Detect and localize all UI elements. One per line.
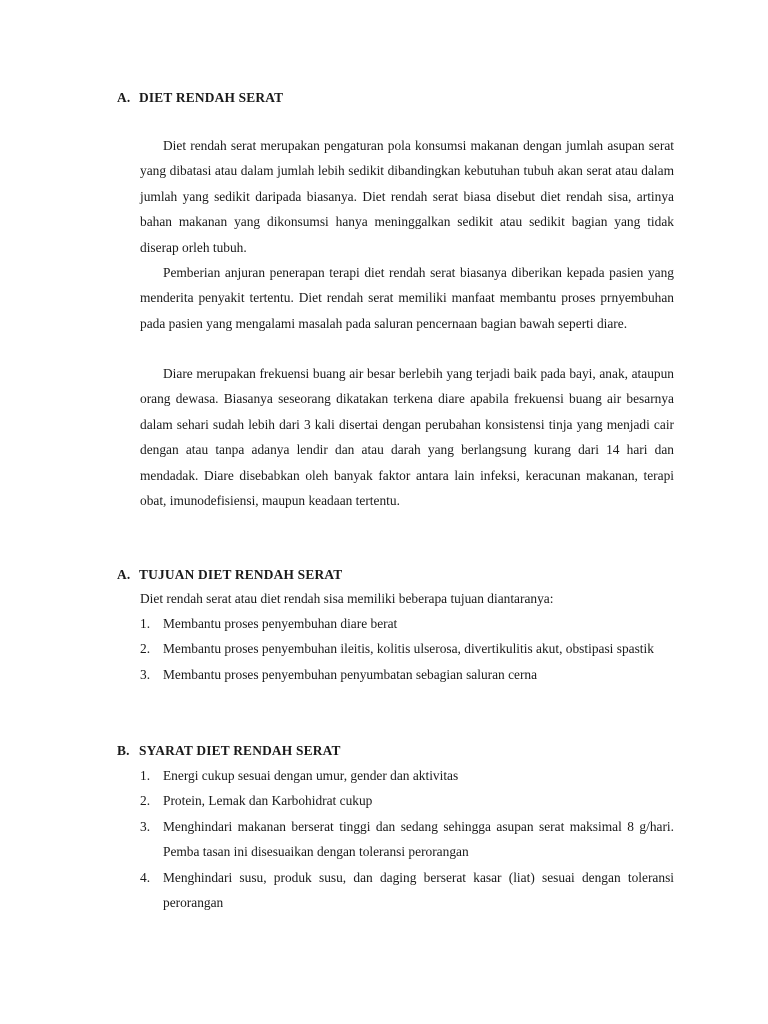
list-item	[140, 611, 674, 636]
list-number: 1.	[140, 616, 151, 631]
list-item	[140, 865, 674, 916]
section-letter: A.	[117, 567, 131, 582]
section-heading-tujuan	[117, 567, 342, 583]
section-title: SYARAT DIET RENDAH SERAT	[139, 743, 341, 758]
list-text: Protein, Lemak dan Karbohidrat cukup	[163, 793, 373, 809]
list-number: 3.	[140, 818, 151, 834]
list-item	[140, 636, 674, 661]
list-text: Membantu proses penyembuhan diare berat	[163, 616, 398, 631]
paragraph-definition: Diet rendah serat merupakan pengaturan pola konsumsi makanan dengan jumlah asupan serat yang dibatasi atau dalam jumlah lebih sedikit dibandingkan kebutuhan tubuh akan serat atau dalam jumlah yang sedikit daripada biasanya. Diet rendah serat biasa disebut diet rendah sisa, artinya bahan makanan yang dikonsumsi hanya meninggalkan sedikit atau sedikit bagian yang tidak diserap orleh tubuh.	[140, 138, 674, 255]
section-letter: A.	[117, 90, 131, 105]
paragraph-diare: Diare merupakan frekuensi buang air besar berlebih yang terjadi baik pada bayi, anak, ataupun orang dewasa. Biasanya seseorang dikatakan terkena diare apabila frekuensi buang air besarnya dalam sehari sudah lebih dari 3 kali disertai dengan perubahan konsistensi tinja yang menjadi cair dengan atau tanpa adanya lendir dan atau darah yang berlangsung kurang dari 14 hari dan mendadak. Diare disebabkan oleh banyak faktor antara lain infeksi, keracunan makanan, terapi obat, imunodefisiensi, maupun keadaan tertentu.	[140, 366, 674, 509]
tujuan-list	[140, 611, 674, 687]
list-text: Energi cukup sesuai dengan umur, gender dan aktivitas	[163, 768, 459, 783]
list-text: Menghindari makanan berserat tinggi dan sedang sehingga asupan serat maksimal 8 g/hari. Pemba tasan ini disesuaikan dengan toleransi perorangan	[163, 818, 674, 860]
list-number: 2.	[140, 793, 151, 809]
section-heading-syarat	[117, 743, 341, 759]
tujuan-intro: Diet rendah serat atau diet rendah sisa memiliki beberapa tujuan diantaranya:	[140, 591, 554, 606]
list-number: 4.	[140, 869, 151, 885]
list-text: Menghindari susu, produk susu, dan daging berserat kasar (liat) sesuai dengan toleransi perorangan	[163, 869, 674, 911]
list-text: Membantu proses penyembuhan penyumbatan sebagian saluran cerna	[163, 666, 538, 682]
list-item	[140, 662, 674, 687]
list-number: 2.	[140, 641, 151, 657]
list-text: Membantu proses penyembuhan ileitis, kolitis ulserosa, divertikulitis akut, obstipasi spastik	[163, 641, 654, 657]
list-item	[140, 763, 674, 788]
list-number: 3.	[140, 666, 151, 682]
syarat-list	[140, 763, 674, 915]
section-title: TUJUAN DIET RENDAH SERAT	[139, 567, 343, 582]
section-heading-diet-rendah-serat	[117, 90, 283, 106]
paragraph-indication: Pemberian anjuran penerapan terapi diet rendah serat biasanya diberikan kepada pasien yang menderita penyakit tertentu. Diet rendah serat memiliki manfaat membantu proses prnyembuhan pada pasien yang mengalami masalah pada saluran pencernaan bagian bawah seperti diare.	[140, 265, 674, 331]
section-title: DIET RENDAH SERAT	[139, 90, 284, 105]
list-number: 1.	[140, 768, 151, 783]
list-item	[140, 814, 674, 865]
section-letter: B.	[117, 743, 130, 758]
list-item	[140, 788, 674, 813]
